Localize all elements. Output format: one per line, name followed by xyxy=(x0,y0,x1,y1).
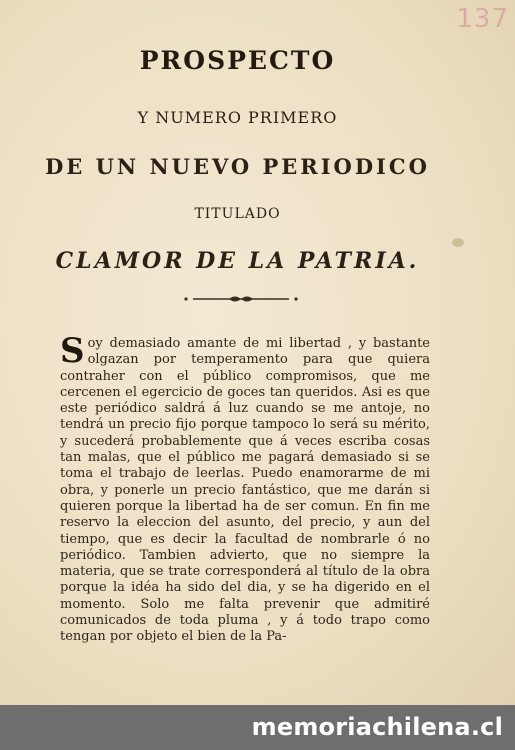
title-nuevo-periodico: DE UN NUEVO PERIODICO xyxy=(45,154,430,179)
ornament-rule-icon xyxy=(183,293,299,305)
body-paragraph xyxy=(60,331,430,646)
title-clamor-de-la-patria: CLAMOR DE LA PATRIA. xyxy=(55,248,420,274)
title-prospecto: PROSPECTO xyxy=(139,46,336,75)
handwritten-page-number: 137 xyxy=(456,4,509,34)
brand-link[interactable]: memoriachilena.cl xyxy=(251,713,503,741)
drop-cap: S xyxy=(60,331,85,371)
body-text: oy demasiado amante de mi libertad , y bastante olgazan por temperamento para que quiera contraher con el público compromisos, que me cercenen el egercicio de goces tan queridos. Asi es que este periódico saldrá á luz cuando se me antoje, no tendrá un precio fijo porque tampoco lo será su mérito, y sucederá probablemente que á veces escriba cosas tan malas, que el público me pagará demasiado si se toma el trabajo de leerlas. Puedo enamorarme de mi obra, y ponerle un precio fantástico, que me darán si quieren porque la libertad ha de ser comun. En fin me reservo la eleccion del asunto, del precio, y aun del tiempo, que es decir la facultad de nombrarle ó no periódico. Tambien advierto, que no siempre la materia, que se trate corresponderá al título de la obra porque la idéa ha sido del dia, y se ha digerido en el momento. Solo me falta prevenir que admitiré comunicados de toda pluma , y á todo trapo como tengan por objeto el bien de la Pa- xyxy=(60,336,430,645)
footer-bar xyxy=(0,705,515,750)
ink-blot xyxy=(452,238,464,247)
title-titulado: TITULADO xyxy=(194,206,281,222)
title-numero-primero: Y NUMERO PRIMERO xyxy=(137,108,338,127)
